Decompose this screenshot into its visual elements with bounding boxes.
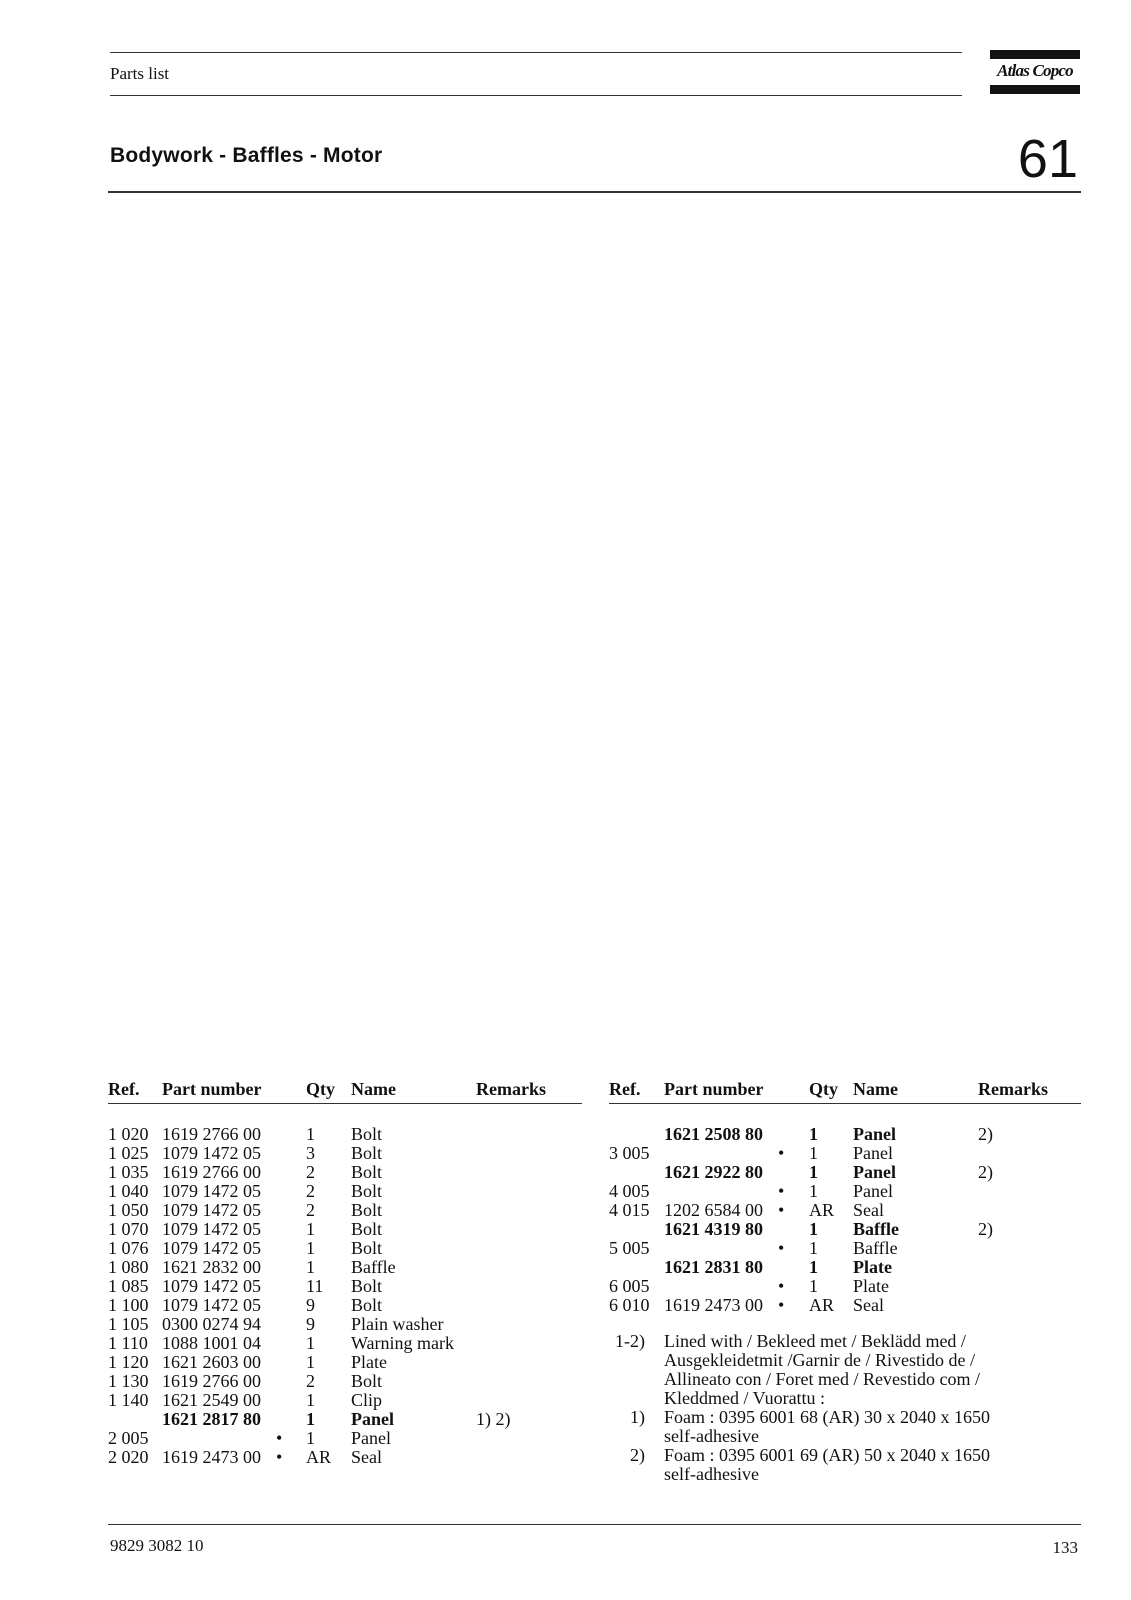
table-row xyxy=(108,1410,582,1429)
cell-name: Plate xyxy=(853,1276,889,1296)
cell-ref: 1 130 xyxy=(108,1371,149,1391)
cell-name: Plain washer xyxy=(351,1314,444,1334)
table-row xyxy=(108,1258,582,1277)
cell-name: Bolt xyxy=(351,1200,383,1220)
cell-part-number: 1621 2549 00 xyxy=(162,1390,261,1410)
cell-qty: 1 xyxy=(306,1428,315,1448)
cell-ref: 2 020 xyxy=(108,1447,149,1467)
cell-remarks: 2) xyxy=(978,1219,993,1239)
cell-qty: 1 xyxy=(306,1333,315,1353)
cell-part-number: 1088 1001 04 xyxy=(162,1333,261,1353)
cell-name: Panel xyxy=(853,1143,893,1163)
cell-ref: 1 050 xyxy=(108,1200,149,1220)
cell-part-number: 1621 2817 80 xyxy=(162,1409,261,1429)
table-row xyxy=(609,1125,1081,1144)
table-row xyxy=(108,1334,582,1353)
bullet-icon: • xyxy=(778,1200,785,1220)
section-label: Parts list xyxy=(110,64,170,83)
table-row xyxy=(108,1182,582,1201)
cell-part-number: 1621 2603 00 xyxy=(162,1352,261,1372)
parts-table-left xyxy=(108,1079,582,1467)
cell-part-number: 1621 4319 80 xyxy=(664,1219,763,1239)
cell-qty: 1 xyxy=(306,1219,315,1239)
cell-qty: 1 xyxy=(306,1124,315,1144)
cell-part-number: 1202 6584 00 xyxy=(664,1200,763,1220)
remark-label: 1) xyxy=(630,1407,645,1427)
cell-name: Baffle xyxy=(853,1219,899,1239)
cell-qty: 1 xyxy=(809,1124,818,1144)
table-row xyxy=(108,1296,582,1315)
remark-line: Ausgekleidetmit /Garnir de / Rivestido de / xyxy=(664,1350,975,1370)
cell-qty: 1 xyxy=(809,1257,818,1277)
table-header-rule xyxy=(609,1103,1081,1104)
cell-qty: 3 xyxy=(306,1143,315,1163)
table-row xyxy=(108,1125,582,1144)
table-header-rule xyxy=(108,1103,582,1104)
table-row xyxy=(108,1201,582,1220)
remark-line: Foam : 0395 6001 68 (AR) 30 x 2040 x 1650 xyxy=(664,1407,990,1427)
table-row xyxy=(108,1163,582,1182)
cell-name: Panel xyxy=(351,1428,391,1448)
cell-qty: 2 xyxy=(306,1162,315,1182)
cell-part-number: 1079 1472 05 xyxy=(162,1295,261,1315)
table-row xyxy=(609,1144,1081,1163)
cell-qty: 1 xyxy=(306,1352,315,1372)
cell-remarks: 2) xyxy=(978,1162,993,1182)
col-ref: Ref. xyxy=(108,1079,140,1099)
logo-text: Atlas Copco xyxy=(997,61,1073,80)
logo-bar-top xyxy=(990,50,1080,59)
cell-ref: 1 105 xyxy=(108,1314,149,1334)
bullet-icon: • xyxy=(778,1238,785,1258)
cell-qty: 1 xyxy=(306,1238,315,1258)
header-bottom-rule xyxy=(110,95,962,96)
cell-name: Panel xyxy=(853,1124,896,1144)
cell-part-number: 1619 2473 00 xyxy=(162,1447,261,1467)
table-row xyxy=(108,1144,582,1163)
remark-line: Lined with / Bekleed met / Beklädd med / xyxy=(664,1331,966,1351)
cell-qty: 2 xyxy=(306,1181,315,1201)
table-row xyxy=(108,1391,582,1410)
title-rule xyxy=(108,191,1081,193)
bullet-icon: • xyxy=(778,1276,785,1296)
cell-qty: AR xyxy=(306,1447,332,1467)
remark-line: Kleddmed / Vuorattu : xyxy=(664,1388,826,1408)
remark-text xyxy=(664,1408,1081,1446)
page-number: 133 xyxy=(1052,1538,1078,1557)
footer-rule xyxy=(108,1524,1081,1525)
cell-qty: 1 xyxy=(809,1181,818,1201)
cell-part-number: 1619 2473 00 xyxy=(664,1295,763,1315)
cell-qty: AR xyxy=(809,1295,835,1315)
remark-label: 1-2) xyxy=(615,1331,645,1351)
cell-ref: 3 005 xyxy=(609,1143,650,1163)
col-part-number: Part number xyxy=(664,1079,764,1099)
cell-qty: 1 xyxy=(809,1143,818,1163)
remark-note xyxy=(609,1408,1081,1446)
cell-name: Plate xyxy=(853,1257,892,1277)
cell-name: Bolt xyxy=(351,1295,383,1315)
cell-qty: 2 xyxy=(306,1371,315,1391)
cell-ref: 1 040 xyxy=(108,1181,149,1201)
cell-name: Panel xyxy=(853,1181,893,1201)
remark-line: Foam : 0395 6001 69 (AR) 50 x 2040 x 1650 xyxy=(664,1445,990,1465)
cell-ref: 1 035 xyxy=(108,1162,149,1182)
table-row xyxy=(609,1258,1081,1277)
cell-qty: 9 xyxy=(306,1314,315,1334)
table-row xyxy=(108,1277,582,1296)
cell-ref: 1 140 xyxy=(108,1390,149,1410)
cell-name: Bolt xyxy=(351,1181,383,1201)
cell-name: Bolt xyxy=(351,1371,383,1391)
cell-name: Bolt xyxy=(351,1219,383,1239)
logo-bar-bottom xyxy=(990,85,1080,94)
col-remarks: Remarks xyxy=(476,1079,546,1099)
col-remarks: Remarks xyxy=(978,1079,1048,1099)
cell-qty: 1 xyxy=(809,1219,818,1239)
cell-part-number: 1079 1472 05 xyxy=(162,1181,261,1201)
atlas-copco-logo xyxy=(990,50,1080,94)
cell-name: Bolt xyxy=(351,1124,383,1144)
bullet-icon: • xyxy=(778,1181,785,1201)
cell-name: Baffle xyxy=(853,1238,898,1258)
cell-ref: 1 025 xyxy=(108,1143,149,1163)
cell-qty: 1 xyxy=(809,1162,818,1182)
table-row xyxy=(108,1220,582,1239)
table-row xyxy=(108,1429,582,1448)
cell-part-number: 1619 2766 00 xyxy=(162,1371,261,1391)
document-number: 9829 3082 10 xyxy=(110,1536,204,1555)
cell-ref: 1 085 xyxy=(108,1276,149,1296)
cell-ref: 4 005 xyxy=(609,1181,650,1201)
cell-name: Baffle xyxy=(351,1257,396,1277)
parts-table-right xyxy=(609,1079,1081,1315)
table-row xyxy=(609,1277,1081,1296)
remark-text xyxy=(664,1446,1081,1484)
chapter-number: 61 xyxy=(1017,129,1078,189)
cell-ref: 1 020 xyxy=(108,1124,149,1144)
cell-ref: 1 110 xyxy=(108,1333,148,1353)
table-row xyxy=(609,1296,1081,1315)
table-row xyxy=(108,1448,582,1467)
cell-name: Panel xyxy=(351,1409,394,1429)
table-row xyxy=(609,1163,1081,1182)
cell-remarks: 1) 2) xyxy=(476,1409,511,1429)
cell-part-number: 1621 2831 80 xyxy=(664,1257,763,1277)
remark-note xyxy=(609,1332,1081,1408)
cell-name: Warning mark xyxy=(351,1333,455,1353)
cell-part-number: 1619 2766 00 xyxy=(162,1162,261,1182)
remark-line: self-adhesive xyxy=(664,1426,759,1446)
bullet-icon: • xyxy=(778,1295,785,1315)
col-name: Name xyxy=(853,1079,898,1099)
cell-name: Plate xyxy=(351,1352,387,1372)
cell-ref: 5 005 xyxy=(609,1238,650,1258)
col-name: Name xyxy=(351,1079,396,1099)
cell-ref: 1 080 xyxy=(108,1257,149,1277)
table-row xyxy=(609,1239,1081,1258)
cell-part-number: 0300 0274 94 xyxy=(162,1314,261,1334)
cell-qty: AR xyxy=(809,1200,835,1220)
cell-qty: 9 xyxy=(306,1295,315,1315)
remark-label: 2) xyxy=(630,1445,645,1465)
cell-qty: 1 xyxy=(306,1409,315,1429)
cell-name: Clip xyxy=(351,1390,383,1410)
cell-ref: 6 005 xyxy=(609,1276,650,1296)
table-row xyxy=(609,1182,1081,1201)
table-row xyxy=(108,1353,582,1372)
remark-line: self-adhesive xyxy=(664,1464,759,1484)
remark-note xyxy=(609,1446,1081,1484)
header-top-rule xyxy=(110,52,962,53)
cell-qty: 11 xyxy=(306,1276,324,1296)
table-rows xyxy=(108,1125,582,1467)
chapter-title: Bodywork - Baffles - Motor xyxy=(110,144,383,167)
cell-part-number: 1619 2766 00 xyxy=(162,1124,261,1144)
cell-ref: 1 100 xyxy=(108,1295,149,1315)
col-ref: Ref. xyxy=(609,1079,641,1099)
cell-qty: 1 xyxy=(809,1238,818,1258)
cell-part-number: 1079 1472 05 xyxy=(162,1143,261,1163)
table-row xyxy=(609,1201,1081,1220)
cell-qty: 1 xyxy=(306,1390,315,1410)
table-row xyxy=(609,1220,1081,1239)
table-rows xyxy=(609,1125,1081,1315)
cell-qty: 2 xyxy=(306,1200,315,1220)
cell-qty: 1 xyxy=(306,1257,315,1277)
cell-ref: 4 015 xyxy=(609,1200,650,1220)
table-row xyxy=(108,1315,582,1334)
remark-line: Allineato con / Foret med / Revestido com / xyxy=(664,1369,980,1389)
col-qty: Qty xyxy=(809,1079,838,1099)
cell-part-number: 1621 2508 80 xyxy=(664,1124,763,1144)
cell-part-number: 1621 2922 80 xyxy=(664,1162,763,1182)
cell-name: Bolt xyxy=(351,1162,383,1182)
cell-part-number: 1079 1472 05 xyxy=(162,1200,261,1220)
cell-name: Seal xyxy=(351,1447,382,1467)
cell-name: Bolt xyxy=(351,1143,383,1163)
cell-part-number: 1079 1472 05 xyxy=(162,1276,261,1296)
cell-ref: 1 076 xyxy=(108,1238,149,1258)
cell-part-number: 1621 2832 00 xyxy=(162,1257,261,1277)
remarks-notes xyxy=(609,1332,1081,1484)
cell-ref: 2 005 xyxy=(108,1428,149,1448)
cell-qty: 1 xyxy=(809,1276,818,1296)
bullet-icon: • xyxy=(276,1447,283,1467)
table-header xyxy=(609,1079,1081,1105)
cell-name: Panel xyxy=(853,1162,896,1182)
bullet-icon: • xyxy=(276,1428,283,1448)
bullet-icon: • xyxy=(778,1143,785,1163)
table-row xyxy=(108,1372,582,1391)
col-part-number: Part number xyxy=(162,1079,262,1099)
table-row xyxy=(108,1239,582,1258)
cell-ref: 1 070 xyxy=(108,1219,149,1239)
remark-text xyxy=(664,1332,1081,1408)
cell-remarks: 2) xyxy=(978,1124,993,1144)
cell-name: Seal xyxy=(853,1295,884,1315)
cell-ref: 6 010 xyxy=(609,1295,650,1315)
cell-ref: 1 120 xyxy=(108,1352,149,1372)
table-header xyxy=(108,1079,582,1105)
cell-name: Bolt xyxy=(351,1276,383,1296)
col-qty: Qty xyxy=(306,1079,335,1099)
cell-part-number: 1079 1472 05 xyxy=(162,1219,261,1239)
cell-name: Bolt xyxy=(351,1238,383,1258)
cell-part-number: 1079 1472 05 xyxy=(162,1238,261,1258)
cell-name: Seal xyxy=(853,1200,884,1220)
